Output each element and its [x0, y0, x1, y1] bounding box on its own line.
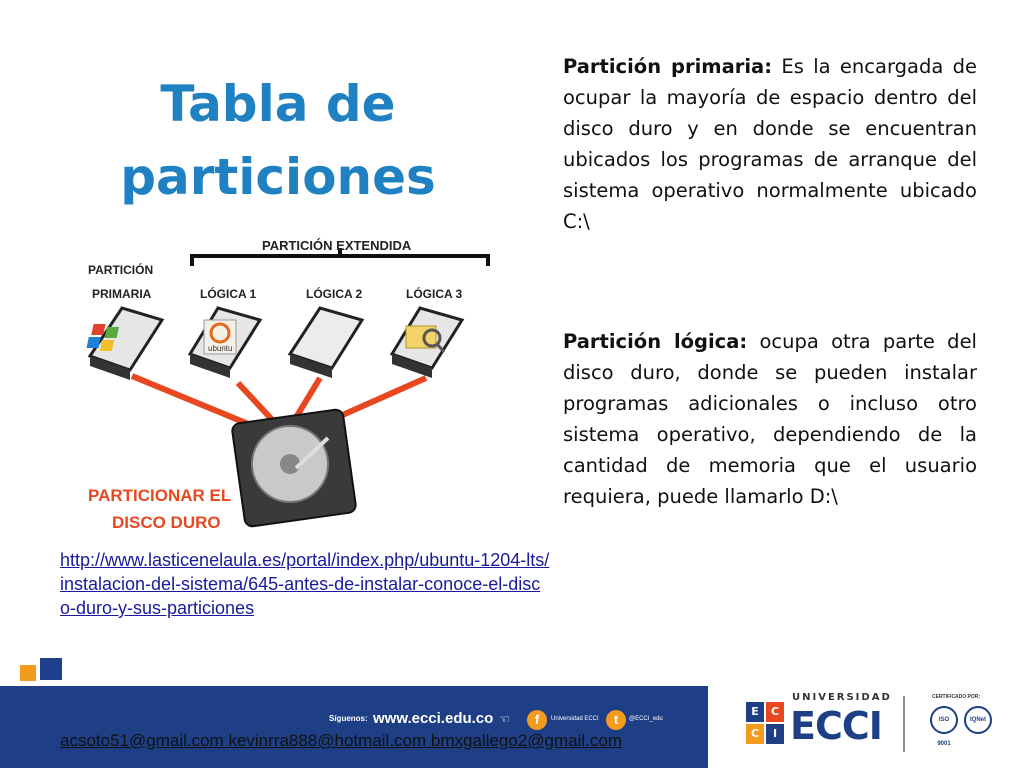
logo-divider: [903, 696, 905, 752]
footer-bar: [0, 686, 708, 768]
extended-partition-label: PARTICIÓN EXTENDIDA: [262, 238, 412, 253]
ecci-logo-grid: [746, 702, 786, 746]
logical-partition-description: [563, 326, 977, 512]
hard-disk-icon: [231, 409, 356, 528]
caption-line1: PARTICIONAR EL: [88, 486, 232, 505]
deco-square-orange-1: [20, 665, 36, 681]
slide-title: Tabla de particiones: [120, 75, 436, 206]
deco-square-blue-1: [40, 658, 62, 680]
twitter-icon[interactable]: t: [606, 710, 626, 730]
caption-line2: DISCO DURO: [112, 513, 221, 532]
logical-1-drive-icon: [190, 308, 260, 378]
follow-label: Síguenos:: [329, 714, 368, 723]
primary-partition-text: Es la encargada de ocupar la mayoría de espacio dentro del disco duro y en donde se encuentran ubicados los programas de arranque del sistema operativo normalmente ubicado C:\: [563, 55, 978, 233]
partition-diagram: [70, 228, 490, 538]
pointer-hand-icon: ☜: [499, 712, 510, 726]
logical-1-label: LÓGICA 1: [200, 287, 257, 301]
logical-3-drive-icon: [392, 308, 462, 378]
ubuntu-logo-text: ubuntu: [208, 344, 233, 353]
extended-bracket: [192, 256, 488, 266]
author-emails[interactable]: acsoto51@gmail.com kevinrra888@hotmail.com bmxgallego2@gmail.com: [60, 731, 623, 750]
source-link[interactable]: http://www.lasticenelaula.es/portal/index.php/ubuntu-1204-lts/instalacion-del-sistema/645-antes-de-instalar-conoce-el-disco-duro-y-sus-particiones: [60, 550, 550, 618]
logical-2-drive-icon: [290, 308, 362, 378]
primary-partition-term: Partición primaria:: [563, 55, 773, 78]
logical-partition-text: ocupa otra parte del disco duro, donde se pueden instalar programas adicionales o incluso otro sistema operativo, dependiendo de la cantidad de memoria que el usuario requiera, puede llamarlo D:\: [563, 330, 977, 508]
website-link[interactable]: www.ecci.edu.co: [373, 710, 494, 727]
primary-label-line1: PARTICIÓN: [88, 263, 154, 277]
logo-grid-e: E: [746, 702, 764, 722]
twitter-handle: @ECCI_edu: [629, 716, 663, 722]
iso-cert-badge: ISO 9001: [930, 706, 958, 734]
partition-diagram-svg: [70, 228, 490, 538]
logo-grid-c2: C: [746, 724, 764, 744]
logo-universidad: UNIVERSIDAD: [792, 692, 892, 703]
logo-grid-i: I: [766, 724, 784, 744]
facebook-icon[interactable]: f: [527, 710, 547, 730]
primary-drive-icon: [86, 308, 162, 380]
primary-partition-description: [563, 51, 977, 237]
logical-2-label: LÓGICA 2: [306, 287, 363, 301]
iqnet-cert-badge: IQNet: [964, 706, 992, 734]
primary-label-line2: PRIMARIA: [92, 287, 152, 301]
logical-3-label: LÓGICA 3: [406, 287, 463, 301]
certified-label: CERTIFICADO POR:: [932, 694, 981, 700]
logo-ecci-name: ECCI: [790, 704, 882, 748]
facebook-handle: Universidad ECCI: [551, 716, 599, 722]
ecci-logo: [740, 688, 1024, 768]
logical-partition-term: Partición lógica:: [563, 330, 748, 353]
logo-grid-c1: C: [766, 702, 784, 722]
